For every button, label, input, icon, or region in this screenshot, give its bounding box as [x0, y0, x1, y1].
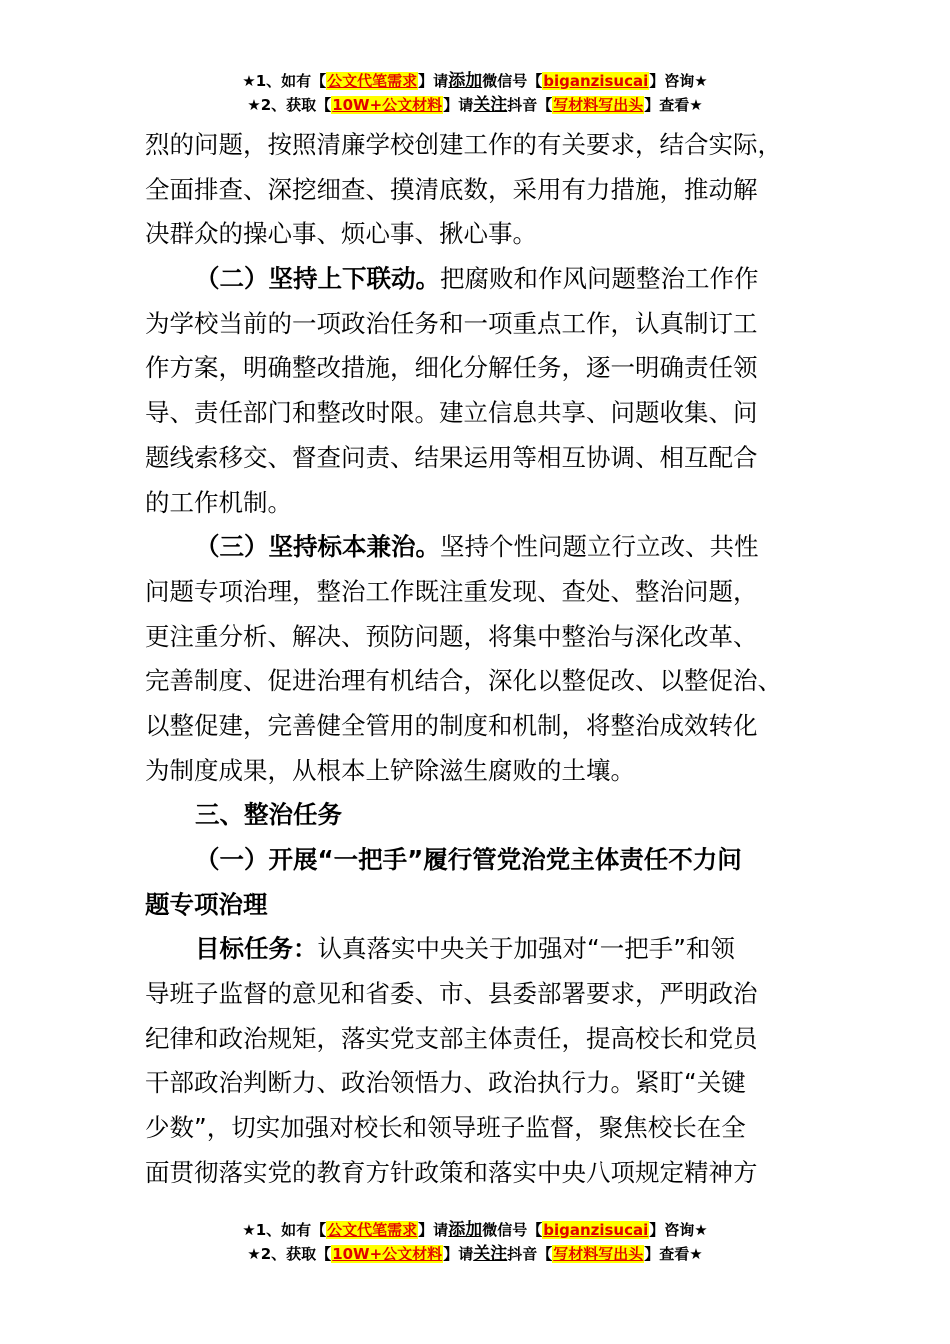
text-line	[145, 1151, 805, 1196]
body-text: 为制度成果，从根本上铲除滋生腐败的土壤。	[145, 755, 635, 785]
banner-text: 】查看★	[644, 1245, 703, 1263]
banner-text: 】请	[443, 96, 474, 114]
body-text: 完善制度、促进治理有机结合，深化以整促改、以整促治、	[145, 666, 782, 696]
text-line	[145, 793, 805, 838]
banner-text: 抖音【	[507, 1245, 553, 1263]
body-text: 把腐败和作风问题整治工作作	[440, 264, 759, 294]
text-line	[145, 257, 805, 302]
text-line	[145, 346, 805, 391]
highlighted-text: biganzisucai	[543, 72, 649, 90]
banner-text: 抖音【	[507, 96, 553, 114]
body-text: 导、责任部门和整改时限。建立信息共享、问题收集、问	[145, 398, 758, 428]
banner-line-1	[0, 1218, 950, 1242]
text-line	[145, 391, 805, 436]
body-text: 坚持个性问题立行立改、共性	[440, 532, 759, 562]
text-line	[145, 570, 805, 615]
body-text: 少数”，切实加强对校长和领导班子监督，聚焦校长在全	[145, 1113, 746, 1143]
text-line	[145, 704, 805, 749]
text-line	[145, 883, 805, 928]
text-line	[145, 302, 805, 347]
bold-heading-text: 目标任务：	[195, 934, 318, 964]
banner-text: 】咨询★	[649, 72, 708, 90]
text-line	[145, 212, 805, 257]
header-banner	[0, 69, 950, 117]
banner-text: 】咨询★	[649, 1221, 708, 1239]
highlighted-text: 10W+公文材料	[332, 96, 443, 114]
banner-text: 】请	[443, 1245, 474, 1263]
text-line	[145, 749, 805, 794]
banner-line-2	[0, 1242, 950, 1266]
body-text: 的工作机制。	[145, 487, 292, 517]
body-text: 烈的问题，按照清廉学校创建工作的有关要求，结合实际，	[145, 130, 782, 159]
body-text: 认真落实中央关于加强对“一把手”和领	[317, 934, 735, 964]
body-text: 为学校当前的一项政治任务和一项重点工作，认真制订工	[145, 308, 758, 338]
text-line	[145, 927, 805, 972]
banner-text: 添加	[448, 71, 483, 91]
highlighted-text: 写材料写出头	[553, 96, 644, 114]
highlighted-text: 公文代笔需求	[327, 1221, 418, 1239]
text-line	[145, 659, 805, 704]
text-line	[145, 436, 805, 481]
highlighted-text: 写材料写出头	[553, 1245, 644, 1263]
banner-text: 微信号【	[482, 1221, 543, 1239]
text-line	[145, 481, 805, 526]
banner-text: ★1、如有【	[242, 72, 327, 90]
body-text: 问题专项治理，整治工作既注重发现、查处、整治问题，	[145, 576, 758, 606]
banner-line-1	[0, 69, 950, 93]
text-line	[145, 1106, 805, 1151]
highlighted-text: 公文代笔需求	[327, 72, 418, 90]
text-line	[145, 1061, 805, 1106]
banner-text: 】查看★	[644, 96, 703, 114]
text-line	[145, 972, 805, 1017]
highlighted-text: 10W+公文材料	[332, 1245, 443, 1263]
banner-text: ★1、如有【	[242, 1221, 327, 1239]
footer-banner	[0, 1218, 950, 1266]
banner-text: 】请	[418, 1221, 449, 1239]
banner-text: 关注	[473, 95, 508, 115]
body-text: 以整促建，完善健全管用的制度和机制，将整治成效转化	[145, 710, 758, 740]
banner-text: 添加	[448, 1220, 483, 1240]
highlighted-text: biganzisucai	[543, 1221, 649, 1239]
body-text: 面贯彻落实党的教育方针政策和落实中央八项规定精神方	[145, 1157, 758, 1187]
text-line	[145, 615, 805, 660]
body-text: 作方案，明确整改措施，细化分解任务，逐一明确责任领	[145, 353, 758, 383]
banner-text: 】请	[418, 72, 449, 90]
bold-heading-text: 三、整治任务	[195, 800, 342, 830]
body-text: 决群众的操心事、烦心事、揪心事。	[145, 219, 537, 249]
banner-line-2	[0, 93, 950, 117]
body-text: 导班子监督的意见和省委、市、县委部署要求，严明政治	[145, 979, 758, 1009]
body-text: 干部政治判断力、政治领悟力、政治执行力。紧盯“关键	[145, 1068, 746, 1098]
text-line	[145, 168, 805, 213]
bold-heading-text: （二）坚持上下联动。	[195, 264, 440, 294]
banner-text: 关注	[473, 1244, 508, 1264]
banner-text: ★2、获取【	[247, 96, 332, 114]
body-text: 更注重分析、解决、预防问题，将集中整治与深化改革、	[145, 621, 758, 651]
body-text: 题线索移交、督查问责、结果运用等相互协调、相互配合	[145, 442, 758, 472]
body-text: 纪律和政治规矩，落实党支部主体责任，提高校长和党员	[145, 1023, 758, 1053]
bold-heading-text: 题专项治理	[145, 889, 268, 919]
bold-heading-text: （三）坚持标本兼治。	[195, 532, 440, 562]
banner-text: 微信号【	[482, 72, 543, 90]
document-body	[145, 123, 805, 1196]
text-line	[145, 1017, 805, 1062]
bold-heading-text: （一）开展“一把手”履行管党治党主体责任不力问	[195, 845, 742, 874]
banner-text: ★2、获取【	[247, 1245, 332, 1263]
body-text: 全面排查、深挖细查、摸清底数，采用有力措施，推动解	[145, 174, 758, 204]
text-line	[145, 525, 805, 570]
text-line	[145, 123, 805, 168]
text-line	[145, 838, 805, 883]
